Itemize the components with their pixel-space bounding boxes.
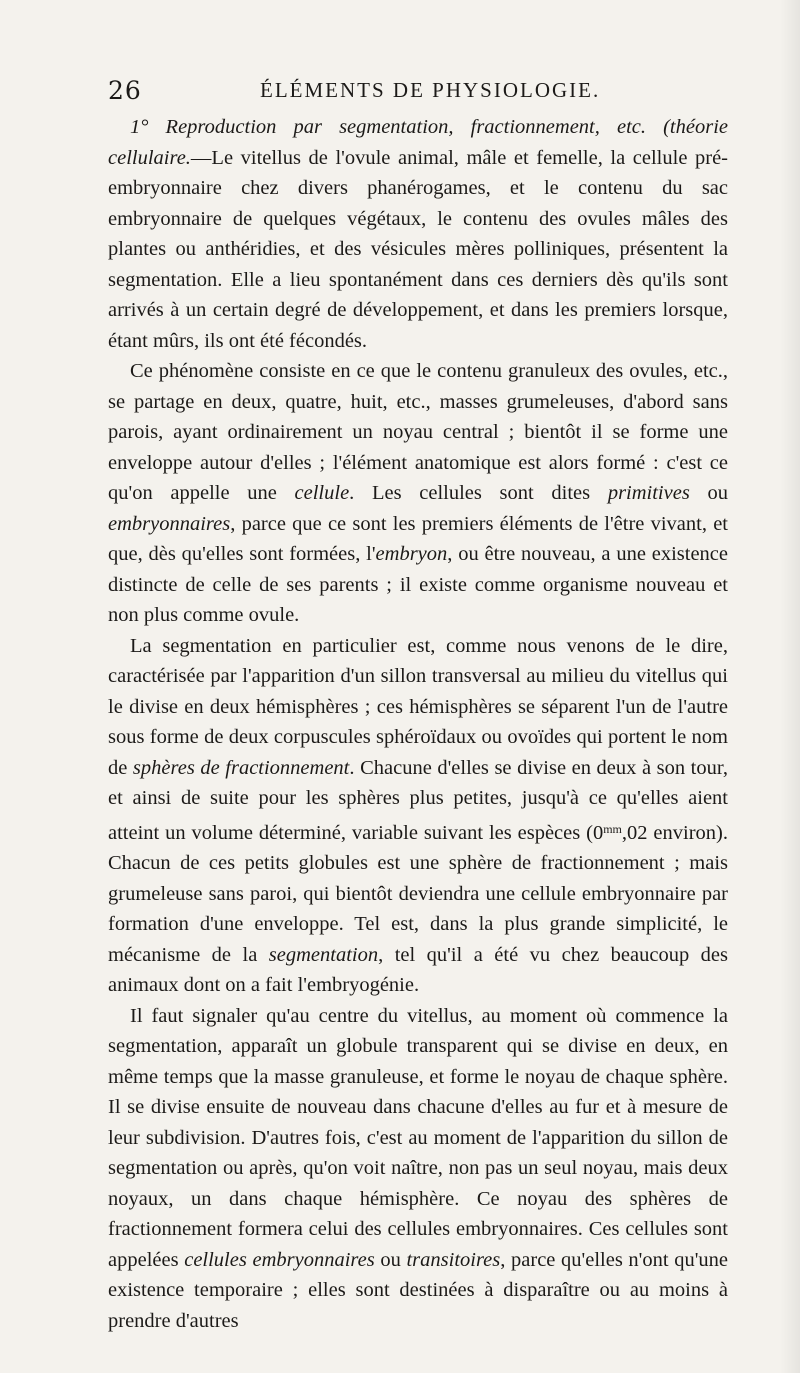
text-run: La segmentation en particulier est, comme nous venons de le dire, caractérisée par l'apparition d'un sillon transversal au milieu du vitellus qui le divise en deux hémisphères ; ces hémisphères se séparent l'un de l'autre sous forme de deux corpuscules sphéroïdaux ou ovoïdes qui portent le nom de [108,634,728,779]
italic-text: embryon [375,543,448,565]
paragraph [108,112,728,356]
superscript-unit: mm [603,821,622,836]
italic-text: segmentation [268,943,379,966]
text-run: , ou être nouveau, a une existence distincte de celle de ses parents ; il existe comme organisme nouveau et non plus comme ovule. [108,543,728,626]
body-text [108,112,728,1336]
page-header [0,76,800,108]
text-run: ou [374,1248,407,1271]
text-run: ou [689,482,728,504]
text-run: Ce phénomène consiste en ce que le contenu granuleux des ovules, etc., se partage en deux, quatre, huit, etc., masses grumeleuses, d'abord sans parois, ayant ordinairement un noyau central ; bientôt il se forme une enveloppe autour d'elles ; l'élément anatomique est alors formé : c'est ce qu'on appelle une [108,360,728,504]
text-run: , parce que ce sont les premiers éléments de l'être vivant, et que, dès qu'elles sont formées, l' [108,512,728,565]
paragraph [108,356,728,631]
text-run: , parce qu'elles n'ont qu'une existence temporaire ; elles sont destinées à disparaître ou au moins à prendre d'autres [108,1248,728,1332]
italic-text: primitives [607,482,690,504]
italic-text: cellules embryonnaires [184,1248,375,1271]
italic-text: 1° Reproduction par segmentation, fractionnement, etc. (théorie cellulaire. [108,116,728,169]
text-run: Il faut signaler qu'au centre du vitellus, au moment où commence la segmentation, apparaît un globule transparent qui se divise en deux, en même temps que la masse granuleuse, et forme le noyau de chaque sphère. Il se divise ensuite de nouveau dans chacune d'elles au fur et à mesure de leur subdivision. D'autres fois, c'est au moment de l'apparition du sillon de segmentation ou après, qu'on voit naître, non pas un seul noyau, mais deux noyaux, un dans chaque hémisphère. Ce noyau des sphères de fractionnement formera celui des cellules embryonnaires. Ces cellules sont appelées [108,1004,728,1271]
italic-text: embryonnaires [108,512,231,535]
text-run: ,02 environ). Chacun de ces petits globules est une sphère de fractionnement ; mais grumeleuse sans paroi, qui bientôt deviendra une cellule embryonnaire par formation d'une enveloppe. Tel est, dans la plus grande simplicité, le mécanisme de la [108,821,728,966]
paragraph [108,631,728,1001]
text-run: . Les cellules sont dites [349,482,608,504]
italic-text: transitoires [406,1248,501,1271]
page-edge-shadow [780,0,800,1373]
running-head: ÉLÉMENTS DE PHYSIOLOGIE. [260,78,601,102]
text-run: —Le vitellus de l'ovule animal, mâle et femelle, la cellule pré-embryonnaire chez divers phanérogames, et le contenu du sac embryonnaire de quelques végétaux, le contenu des ovules mâles des plantes ou anthéridies, et des vésicules mères polliniques, présentent la segmentation. Elle a lieu spontanément dans ces derniers dès qu'ils sont arrivés à un certain degré de développement, et dans les premiers lorsque, étant mûrs, ils ont été fécondés. [108,146,728,352]
text-run: . Chacune d'elles se divise en deux à son tour, et ainsi de suite pour les sphères plus petites, jusqu'à ce qu'elles aient atteint un volume déterminé, variable suivant les espèces (0 [108,756,728,844]
italic-text: sphères de fractionnement [132,756,350,779]
page-number: 26 [108,76,142,105]
italic-text: cellule [294,482,350,504]
paragraph [108,1001,728,1337]
text-run: , tel qu'il a été vu chez beaucoup des animaux dont on a fait l'embryogénie. [108,943,728,996]
